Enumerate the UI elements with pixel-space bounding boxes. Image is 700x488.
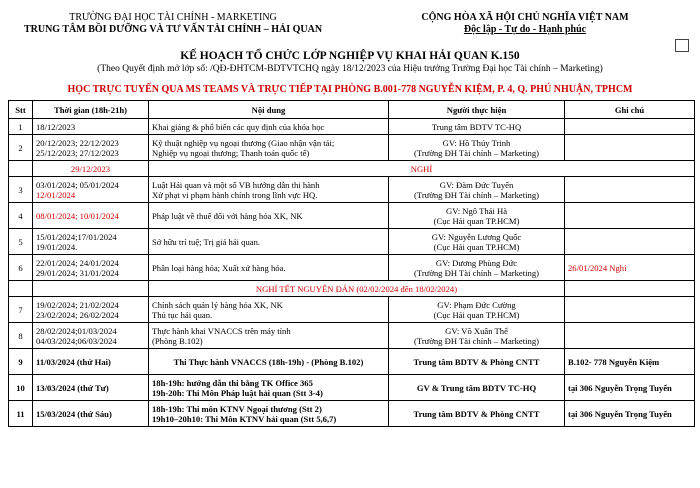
content-line: 18h-19h: Thi môn KTNV Ngoại thương (Stt 2) xyxy=(152,403,322,414)
table-header-row xyxy=(9,101,695,119)
cell-stt: 1 xyxy=(9,119,33,135)
table-row xyxy=(9,255,695,281)
time-line: 28/02/2024;01/03/2024 xyxy=(36,325,117,336)
cell-content xyxy=(149,177,389,203)
cell-doer xyxy=(389,177,565,203)
break-row xyxy=(9,161,695,177)
cell-note xyxy=(565,323,695,349)
content-line: 19h10–20h10: Thi Môn KTNV hải quan (Stt 5,6,7) xyxy=(152,413,337,424)
cell-time xyxy=(33,203,149,229)
doer-line: GV: Đàm Đức Tuyến xyxy=(439,179,514,190)
cell-note xyxy=(565,203,695,229)
document-title: KẾ HOẠCH TỔ CHỨC LỚP NGHIỆP VỤ KHAI HẢI QUAN K.150 xyxy=(180,50,520,62)
table-row xyxy=(9,177,695,203)
cell-time xyxy=(33,281,149,297)
document-subtitle: (Theo Quyết định mở lớp số: /QĐ-ĐHTCM-BDTVTCHQ ngày 18/12/2023 của Hiệu trưởng Trường Đại học Tài chính – Marketing) xyxy=(97,64,603,74)
time-line: 18/12/2023 xyxy=(36,121,76,132)
cell-note: 26/01/2024 Nghỉ xyxy=(565,255,695,281)
doer-line: (Cục Hải quan TP.HCM) xyxy=(433,215,520,226)
university-name: TRƯỜNG ĐẠI HỌC TÀI CHÍNH - MARKETING xyxy=(69,12,277,23)
schedule-table xyxy=(8,100,695,427)
cell-time xyxy=(33,375,149,401)
cell-note xyxy=(565,297,695,323)
content-line: Thi Thực hành VNACCS (18h-19h) - (Phòng B.102) xyxy=(173,356,364,367)
cell-content xyxy=(149,203,389,229)
cell-time xyxy=(33,177,149,203)
table-row xyxy=(9,135,695,161)
time-line: 15/01/2024;17/01/2024 xyxy=(36,231,117,242)
cell-time xyxy=(33,297,149,323)
time-line: 11/03/2024 (thứ Hai) xyxy=(36,356,111,367)
break-label: NGHỈ xyxy=(149,161,695,177)
time-line: 29/01/2024; 31/01/2024 xyxy=(36,267,119,278)
cell-time xyxy=(33,135,149,161)
cell-time xyxy=(33,323,149,349)
break-label: NGHỈ TẾT NGUYÊN ĐÁN (02/02/2024 đến 18/02/2024) xyxy=(149,281,565,297)
doer-line: (Cục Hải quan TP.HCM) xyxy=(433,241,520,252)
cell-note xyxy=(565,135,695,161)
doer-line: GV: Hồ Thúy Trinh xyxy=(442,137,511,148)
cell-stt xyxy=(9,161,33,177)
cell-doer xyxy=(389,401,565,427)
nation-name: CỘNG HÒA XÃ HỘI CHỦ NGHĨA VIỆT NAM xyxy=(421,12,629,23)
cell-doer xyxy=(389,349,565,375)
cell-content xyxy=(149,401,389,427)
col-header-time: Thời gian (18h-21h) xyxy=(33,101,149,119)
time-line: 03/01/2024; 05/01/2024 xyxy=(36,179,119,190)
col-header-note: Ghi chú xyxy=(565,101,695,119)
cell-content xyxy=(149,349,389,375)
cell-content xyxy=(149,323,389,349)
doer-line: GV: Dương Phùng Đức xyxy=(435,257,518,268)
doer-line: (Trường ĐH Tài chính – Marketing) xyxy=(414,189,539,200)
cell-content xyxy=(149,297,389,323)
time-line: 23/02/2024; 26/02/2024 xyxy=(36,309,119,320)
time-line: 04/03/2024;06/03/2024 xyxy=(36,335,117,346)
doer-line: (Trường ĐH Tài chính – Marketing) xyxy=(414,335,539,346)
cell-stt: 5 xyxy=(9,229,33,255)
content-line: Kỹ thuật nghiệp vụ ngoại thương (Giao nhận vận tải; xyxy=(152,137,335,148)
cell-doer xyxy=(389,135,565,161)
table-row xyxy=(9,401,695,427)
cell-content xyxy=(149,135,389,161)
table-row xyxy=(9,297,695,323)
cell-content xyxy=(149,375,389,401)
col-header-stt: Stt xyxy=(9,101,33,119)
doer-line: (Cục Hải quan TP.HCM) xyxy=(433,309,520,320)
doer-line: Trung tâm BDTV & Phòng CNTT xyxy=(413,356,540,367)
content-line: 18h-19h: hướng dẫn thi bằng TK Office 365 xyxy=(152,377,313,388)
cell-stt: 10 xyxy=(9,375,33,401)
org-header xyxy=(8,12,338,36)
cell-stt: 8 xyxy=(9,323,33,349)
col-header-content: Nội dung xyxy=(149,101,389,119)
doer-line: GV: Võ Xuân Thể xyxy=(445,325,508,336)
cell-doer xyxy=(389,203,565,229)
table-row xyxy=(9,375,695,401)
cell-time xyxy=(33,401,149,427)
center-name: TRUNG TÂM BỒI DƯỠNG VÀ TƯ VẤN TÀI CHÍNH – HẢI QUAN xyxy=(23,24,323,35)
doer-line: GV: Ngô Thái Hà xyxy=(445,205,508,216)
col-header-doer: Người thực hiện xyxy=(389,101,565,119)
time-line: 19/02/2024; 21/02/2024 xyxy=(36,299,119,310)
content-line: Khai giảng & phổ biến các quy định của khóa học xyxy=(152,121,325,132)
content-line: Thủ tục hải quan. xyxy=(152,309,213,320)
cell-stt: 7 xyxy=(9,297,33,323)
cell-note xyxy=(565,229,695,255)
content-line: Sở hữu trí tuệ; Trị giá hải quan. xyxy=(152,236,261,247)
cell-doer xyxy=(389,229,565,255)
doer-line: GV: Phạm Đức Cường xyxy=(437,299,516,310)
time-line: 15/03/2024 (thứ Sáu) xyxy=(36,408,112,419)
doer-line: Trung tâm BDTV TC-HQ xyxy=(431,121,522,132)
content-line: Pháp luật về thuế đối với hàng hóa XK, NK xyxy=(152,210,303,221)
cell-note xyxy=(565,281,695,297)
cell-stt: 11 xyxy=(9,401,33,427)
time-line: 20/12/2023; 22/12/2023 xyxy=(36,137,119,148)
time-line: 19/01/2024. xyxy=(36,241,78,252)
content-line: Phân loại hàng hóa; Xuất xứ hàng hóa. xyxy=(152,262,286,273)
doer-line: GV & Trung tâm BDTV TC-HQ xyxy=(416,382,537,393)
cell-stt: 9 xyxy=(9,349,33,375)
time-line: 13/03/2024 (thứ Tư) xyxy=(36,382,109,393)
table-row xyxy=(9,349,695,375)
cell-stt xyxy=(9,281,33,297)
doer-line: GV: Nguyễn Lương Quốc xyxy=(431,231,522,242)
content-line: Nghiệp vụ ngoại thương; Thanh toán quốc tế) xyxy=(152,147,310,158)
break-date: 29/12/2023 xyxy=(33,161,149,177)
table-row xyxy=(9,119,695,135)
break-row xyxy=(9,281,695,297)
cell-stt: 4 xyxy=(9,203,33,229)
content-line: Luật Hải quan và một số VB hướng dẫn thi hành xyxy=(152,179,320,190)
nation-motto: Độc lập - Tự do - Hạnh phúc xyxy=(463,24,587,35)
cell-content xyxy=(149,255,389,281)
cell-time xyxy=(33,255,149,281)
cell-time xyxy=(33,349,149,375)
content-line: (Phòng B.102) xyxy=(152,335,203,346)
content-line: Chính sách quản lý hàng hóa XK, NK xyxy=(152,299,283,310)
cell-note: tại 306 Nguyễn Trọng Tuyển xyxy=(565,401,695,427)
cell-content xyxy=(149,229,389,255)
time-line: 25/12/2023; 27/12/2023 xyxy=(36,147,119,158)
nation-header xyxy=(395,12,655,36)
time-line: 12/01/2024 xyxy=(36,189,76,200)
cell-doer xyxy=(389,255,565,281)
doer-line: (Trường ĐH Tài chính – Marketing) xyxy=(414,147,539,158)
doer-line: Trung tâm BDTV & Phòng CNTT xyxy=(413,408,540,419)
doer-line: (Trường ĐH Tài chính – Marketing) xyxy=(414,267,539,278)
cell-stt: 3 xyxy=(9,177,33,203)
content-line: 19h-20h: Thi Môn Pháp luật hải quan (Stt 3-4) xyxy=(152,387,323,398)
venue-line: HỌC TRỰC TUYẾN QUA MS TEAMS VÀ TRỰC TIẾP TẠI PHÒNG B.001-778 NGUYỄN KIỆM, P. 4, Q. PHÚ NHUẬN, TPHCM xyxy=(67,84,633,95)
cell-time xyxy=(33,229,149,255)
time-line: 08/01/2024; 10/01/2024 xyxy=(36,210,119,221)
table-row xyxy=(9,203,695,229)
cell-content xyxy=(149,119,389,135)
time-line: 22/01/2024; 24/01/2024 xyxy=(36,257,119,268)
cell-doer xyxy=(389,375,565,401)
table-row xyxy=(9,323,695,349)
cell-doer xyxy=(389,119,565,135)
cell-stt: 6 xyxy=(9,255,33,281)
cell-note xyxy=(565,119,695,135)
content-line: Thực hành khai VNACCS trên máy tính xyxy=(152,325,291,336)
content-line: Xử phạt vi phạm hành chính trong lĩnh vực HQ. xyxy=(152,189,318,200)
table-row xyxy=(9,229,695,255)
cell-doer xyxy=(389,323,565,349)
cell-doer xyxy=(389,297,565,323)
cell-time xyxy=(33,119,149,135)
cell-note xyxy=(565,177,695,203)
cell-note: B.102- 778 Nguyễn Kiệm xyxy=(565,349,695,375)
cell-note: tại 306 Nguyễn Trọng Tuyển xyxy=(565,375,695,401)
cell-stt: 2 xyxy=(9,135,33,161)
